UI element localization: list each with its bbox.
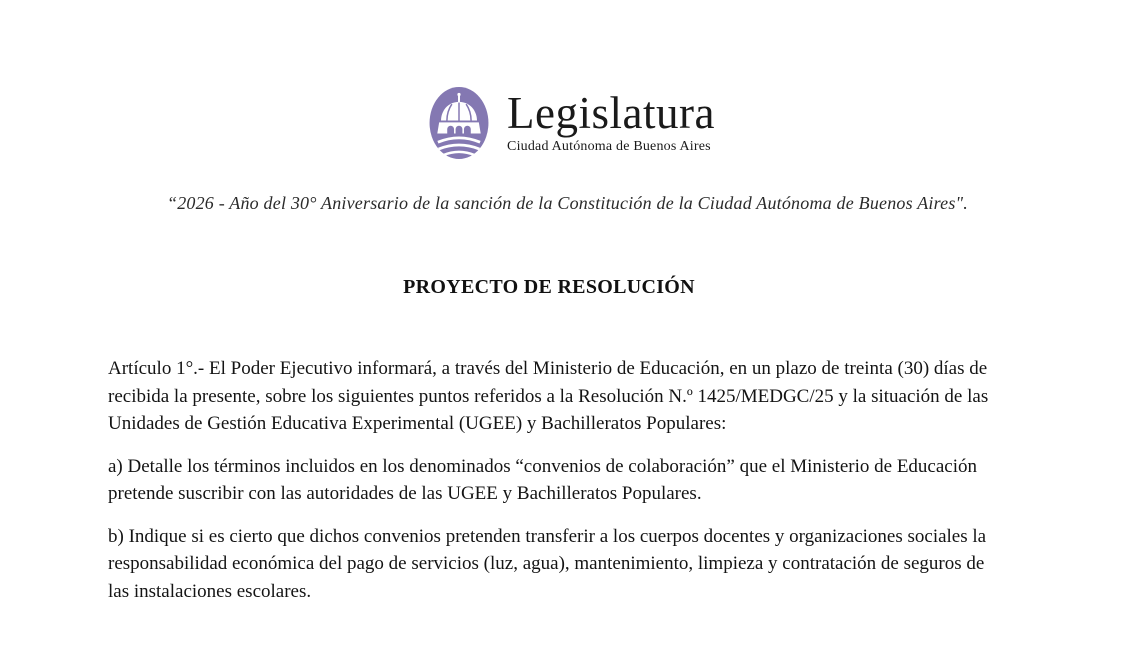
paragraph-articulo-1: Artículo 1°.- El Poder Ejecutivo informará, a través del Ministerio de Educación, en un plazo de treinta (30) días de recibida la presente, sobre los siguientes puntos referidos a la Resolución N.º 1425/MEDGC/25 y la situación de las Unidades de Gestión Educativa Experimental (UGEE) y Bachilleratos Populares: [108, 358, 989, 434]
legislatura-dome-icon [428, 85, 490, 161]
logo-brand: Legislatura [507, 88, 715, 138]
legislatura-logo [428, 85, 715, 161]
logo-subtitle: Ciudad Autónoma de Buenos Aires [507, 139, 711, 154]
letterhead [0, 0, 1135, 214]
document-body [108, 276, 990, 605]
document-title: PROYECTO DE RESOLUCIÓN [403, 276, 695, 298]
logo-text [507, 88, 715, 155]
paragraph-item-b: b) Indique si es cierto que dichos convenios pretenden transferir a los cuerpos docentes y organizaciones sociales la responsabilidad económica del pago de servicios (luz, agua), mantenimiento, limpieza y contratación de seguros de las instalaciones escolares. [108, 525, 987, 602]
year-motto: “2026 - Año del 30° Aniversario de la sanción de la Constitución de la Ciudad Autónoma de Buenos Aires". [166, 193, 968, 213]
paragraph-item-a: a) Detalle los términos incluidos en los denominados “convenios de colaboración” que el Ministerio de Educación pretende suscribir con las autoridades de las UGEE y Bachilleratos Populares. [108, 455, 977, 504]
